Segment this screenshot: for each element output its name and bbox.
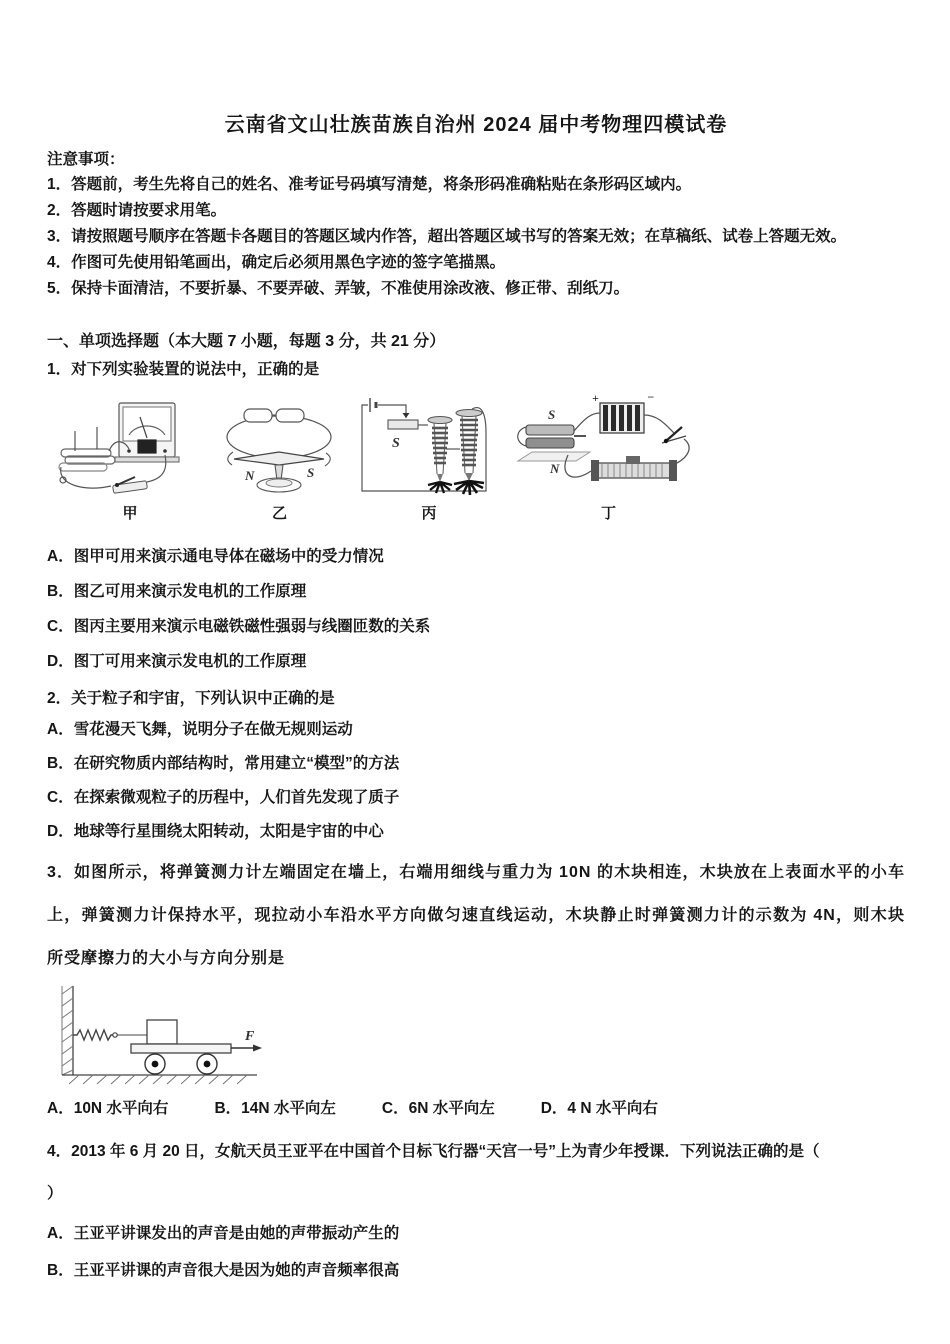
q1-figure-yi-caption: 乙 <box>271 505 287 522</box>
notice-heading: 注意事项： <box>47 151 125 168</box>
notice-item-3: 3．请按照题号顺序在答题卡各题目的答题区域内作答，超出答题区域书写的答案无效；在草稿纸、试卷上答题无效。 <box>47 228 847 245</box>
force-label: F <box>245 1029 255 1044</box>
switch-label: S <box>392 436 400 451</box>
q1-option-c: C．图丙主要用来演示电磁铁磁性强弱与线圈匝数的关系 <box>47 618 431 635</box>
floor <box>62 1075 257 1084</box>
q1-figure-ding <box>516 389 701 523</box>
q3-option-c: C．6N 水平向左 <box>381 1100 495 1117</box>
notice-item-1: 1．答题前，考生先将自己的姓名、准考证号码填写清楚，将条形码准确粘贴在条形码区域内。 <box>47 176 692 193</box>
circuit-wires <box>362 405 486 491</box>
wood-block <box>147 1020 177 1044</box>
conductor-on-rails <box>59 427 115 471</box>
q4-stem: 4．2013 年 6 月 20 日，女航天员王亚平在中国首个目标飞行器“天宫一号”上为青少年授课．下列说法正确的是（ <box>47 1143 820 1160</box>
q1-figure-ding-caption: 丁 <box>600 505 616 522</box>
q2-option-b: B．在研究物质内部结构时，常用建立“模型”的方法 <box>47 755 400 772</box>
switch <box>388 413 418 429</box>
galvanometer <box>115 403 179 462</box>
oersted-compass-diagram <box>217 393 342 501</box>
q4-option-a: A．王亚平讲课发出的声音是由她的声带振动产生的 <box>47 1225 400 1242</box>
notice-item-4: 4．作图可先使用铅笔画出，确定后必须用黑色字迹的签字笔描黑。 <box>47 254 506 271</box>
spring-scale <box>73 1030 147 1040</box>
q4-option-b: B．王亚平讲课的声音很大是因为她的声音频率很高 <box>47 1262 400 1279</box>
battery-minus-label: − <box>647 390 655 404</box>
batteries <box>244 409 304 422</box>
q3-options <box>47 1097 905 1121</box>
notice-item-5: 5．保持卡面清洁，不要折暴、不要弄破、弄皱，不准使用涂改液、修正带、刮纸刀。 <box>47 280 630 297</box>
needle-stand <box>257 465 301 492</box>
q1-figure-jia <box>55 393 205 523</box>
q3-option-b: B．14N 水平向左 <box>214 1100 336 1117</box>
q1-option-b: B．图乙可用来演示发电机的工作原理 <box>47 583 307 600</box>
cart <box>131 1044 231 1074</box>
switch <box>113 477 148 493</box>
page-title: 云南省文山壮族苗族自治州 2024 届中考物理四模试卷 <box>224 114 728 136</box>
south-pole-label: S <box>307 465 315 480</box>
q1-figure-bing <box>354 389 504 523</box>
q4-stem-close-paren: ） <box>47 1185 63 1202</box>
q1-option-d: D．图丁可用来演示发电机的工作原理 <box>47 653 307 670</box>
base-board <box>518 452 590 461</box>
magnet-north-label: N <box>550 461 560 476</box>
q2-stem: 2．关于粒子和宇宙，下列认识中正确的是 <box>47 690 335 707</box>
q1-stem: 1．对下列实验装置的说法中，正确的是 <box>47 361 320 378</box>
battery-plus-label: + <box>592 391 599 405</box>
switch <box>662 427 686 443</box>
wall <box>62 986 73 1075</box>
paper-clips-right <box>454 481 484 495</box>
battery-pack <box>600 403 644 433</box>
q3-option-d: D．4 N 水平向右 <box>540 1100 658 1117</box>
q2-option-a: A．雪花漫天飞舞，说明分子在做无规则运动 <box>47 721 353 738</box>
compass-needle <box>228 452 331 466</box>
q1-figure-bing-caption: 丙 <box>421 505 437 522</box>
galvanometer-induction-diagram <box>55 393 205 501</box>
q3-stem: 3．如图所示，将弹簧测力计左端固定在墙上，右端用细线与重力为 10N 的木块相连，木块放在上表面水平的小车上，弹簧测力计保持水平，现拉动小车沿水平方向做匀速直线运动，木块静止时弹簧测力计的示数为 4N，则木块所受摩擦力的大小与方向分别是 <box>47 864 905 967</box>
q1-figure-jia-caption: 甲 <box>122 505 138 522</box>
q4-options <box>47 1215 905 1289</box>
q2-options <box>47 713 905 849</box>
magnet-south-label: S <box>548 407 556 422</box>
force-arrow <box>231 1045 262 1052</box>
battery-symbol <box>370 398 376 412</box>
q2-option-c: C．在探索微观粒子的历程中，人们首先发现了质子 <box>47 789 400 806</box>
q1-option-a: A．图甲可用来演示通电导体在磁场中的受力情况 <box>47 548 384 565</box>
q3-figure <box>49 982 905 1087</box>
section-1-heading: 一、单项选择题（本大题 7 小题，每题 3 分，共 21 分） <box>47 333 446 350</box>
rheostat <box>591 456 677 481</box>
notice-item-2: 2．答题时请按要求用笔。 <box>47 202 227 219</box>
motor-demo-diagram <box>516 389 701 501</box>
electromagnet-circuit-diagram <box>354 389 504 501</box>
right-coil <box>456 410 482 482</box>
q2-option-d: D．地球等行星围绕太阳转动，太阳是宇宙的中心 <box>47 823 384 840</box>
q1-figure-row <box>55 390 905 523</box>
spring-scale-cart-diagram <box>49 982 264 1087</box>
q1-figure-yi <box>217 393 342 523</box>
q1-options <box>47 539 905 679</box>
q3-option-a: A．10N 水平向右 <box>47 1100 169 1117</box>
north-pole-label: N <box>245 468 255 483</box>
